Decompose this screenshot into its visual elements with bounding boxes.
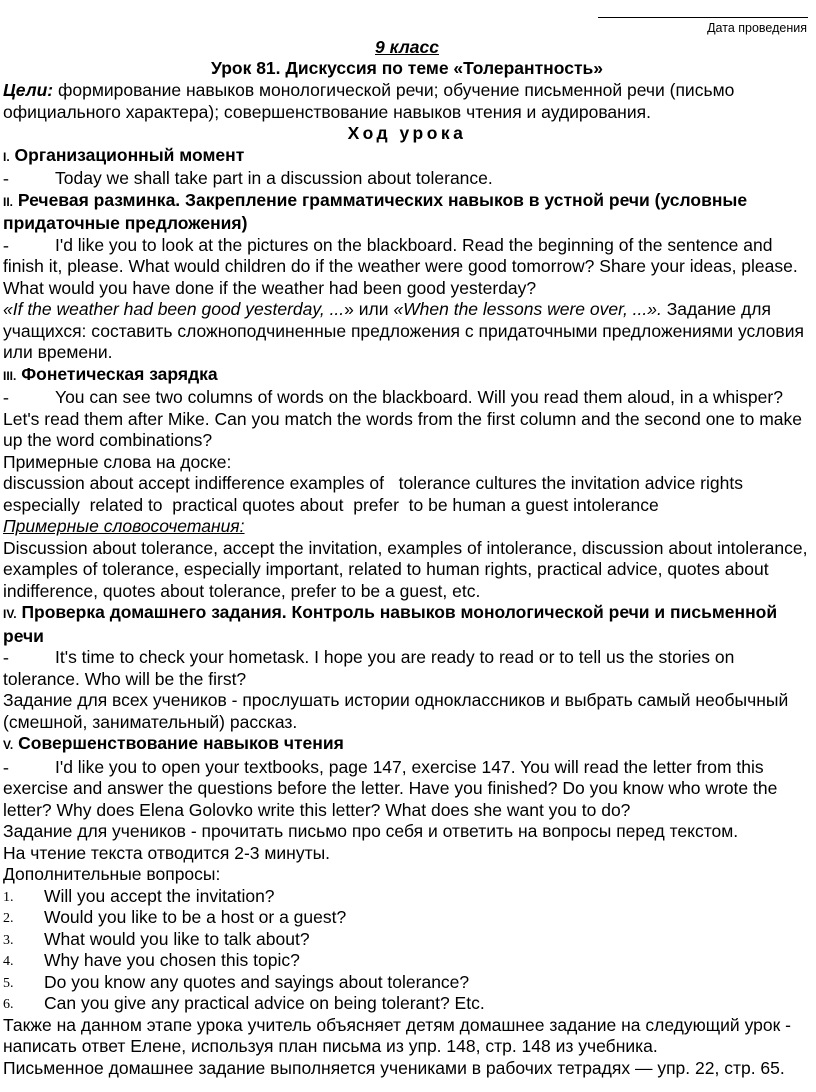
section-3-teacher-line: [3, 387, 811, 452]
section-5-title: Совершенствование навыков чтения: [13, 733, 344, 753]
section-4-line: It's time to check your hometask. I hope you are ready to read or to tell us the stories on tolerance. Who will be the first?: [3, 647, 735, 689]
section-4-numeral: IV.: [3, 607, 17, 621]
section-2-teacher-line: [3, 235, 811, 300]
example-2: «When the lessons were over, ...».: [393, 299, 662, 319]
date-line: [598, 17, 808, 18]
section-5-time: На чтение текста отводится 2-3 минуты.: [3, 842, 331, 863]
section-5-numeral: V.: [3, 738, 14, 752]
words-label: Примерные слова на доске:: [3, 451, 232, 472]
words-line-2: especially related to practical quotes about prefer to be human a guest intolerance: [3, 494, 659, 515]
section-4-heading: [3, 602, 811, 647]
section-2-task: Задание для учащихся: составить сложноподчиненные предложения с придаточными предложениями условия или времени.: [3, 299, 804, 362]
grade-heading: 9 класс: [375, 37, 439, 57]
combos-label: Примерные словосочетания:: [3, 516, 245, 536]
section-4-teacher-line: [3, 647, 811, 690]
question-number: 1.: [3, 889, 14, 905]
section-3-heading: [3, 364, 811, 388]
section-1-title: Организационный момент: [9, 144, 245, 165]
question-item: [3, 929, 811, 951]
goals-paragraph: [3, 80, 811, 123]
section-2-heading: [3, 190, 811, 235]
section-3-title: Фонетическая зарядка: [16, 363, 218, 384]
closing-paragraph-2: Письменное домашнее задание выполняется учениками в рабочих тетрадях — упр. 22, стр. 65.: [3, 1057, 785, 1078]
closing-paragraph-1: Также на данном этапе урока учитель объясняет детям домашнее задание на следующий урок - написать ответ Елене, используя план письма из упр. 148, стр. 148 из учебника.: [3, 1014, 791, 1056]
section-2-numeral: II.: [3, 194, 14, 209]
lesson-title: Урок 81. Дискуссия по теме «Толерантность»: [210, 58, 604, 78]
question-text: Why have you chosen this topic?: [44, 950, 300, 970]
section-5-teacher-line: [3, 757, 811, 822]
section-5-line: I'd like you to open your textbooks, page 147, exercise 147. You will read the letter from this exercise and answer the questions before the letter. Have you finished? Do you know who wrote the letter? Why does Elena Golovko write this letter? What does she want you to do?: [3, 756, 778, 820]
section-5-heading: [3, 733, 811, 757]
section-3-numeral: III.: [3, 368, 17, 383]
section-1-line: Today we shall take part in a discussion about tolerance.: [55, 168, 493, 188]
question-number: 6.: [3, 997, 14, 1012]
dash-marker: -: [3, 234, 9, 255]
example-1-close: »: [344, 299, 354, 319]
question-item: [3, 886, 811, 908]
date-label: Дата проведения: [707, 21, 807, 35]
question-number: 3.: [3, 932, 14, 948]
question-text: Would you like to be a host or a guest?: [44, 907, 347, 927]
extra-questions-label: Дополнительные вопросы:: [3, 864, 221, 884]
dash-marker: -: [3, 756, 9, 777]
question-item: [3, 993, 811, 1015]
question-item: [3, 950, 811, 972]
question-text: Will you accept the invitation?: [44, 885, 275, 906]
dash-marker: -: [3, 647, 9, 667]
question-item: [3, 907, 811, 929]
or-word: или: [353, 299, 394, 319]
dash-marker: -: [3, 168, 9, 188]
words-line-1: discussion about accept indifference examples of tolerance cultures the invitation advice rights: [3, 473, 743, 493]
question-item: [3, 972, 811, 994]
question-text: What would you like to talk about?: [44, 928, 310, 949]
example-1: «If the weather had been good yesterday, ...: [3, 299, 345, 319]
section-2-title: Речевая разминка. Закрепление грамматических навыков в устной речи (условные придаточные предложения): [3, 189, 748, 233]
section-5-task: Задание для учеников - прочитать письмо про себя и ответить на вопросы перед текстом.: [3, 821, 739, 841]
section-4-task: Задание для всех учеников - прослушать истории одноклассников и выбрать самый необычный (смешной, занимательный) рассказ.: [3, 690, 789, 732]
question-text: Can you give any practical advice on being tolerant? Etc.: [44, 993, 485, 1013]
question-number: 4.: [3, 954, 14, 969]
goals-label: Цели:: [3, 80, 54, 100]
dash-marker: -: [3, 387, 9, 407]
question-text: Do you know any quotes and sayings about tolerance?: [44, 971, 470, 992]
question-number: 5.: [3, 975, 14, 991]
section-1-heading: [3, 145, 811, 169]
goals-text: формирование навыков монологической речи; обучение письменной речи (письмо официального характера); совершенствование навыков чтения и аудирования.: [3, 80, 735, 122]
course-heading: Ход урока: [347, 123, 467, 143]
combos-text: Discussion about tolerance, accept the invitation, examples of intolerance, discussion about intolerance, examples of tolerance, especially important, related to human rights, practical advice, quotes about indifference, quotes about tolerance, prefer to be a guest, etc.: [3, 537, 808, 601]
section-1-teacher-line: [3, 168, 811, 190]
question-number: 2.: [3, 911, 14, 926]
section-2-examples: [3, 299, 811, 364]
section-4-title: Проверка домашнего задания. Контроль навыков монологической речи и письменной речи: [3, 602, 778, 646]
section-1-numeral: I.: [3, 149, 10, 164]
section-3-line: You can see two columns of words on the blackboard. Will you read them aloud, in a whisper? Let's read them after Mike. Can you match the words from the first column and the second one to make up the word combinations?: [3, 387, 803, 450]
lesson-body: [3, 80, 811, 1079]
section-2-line: I'd like you to look at the pictures on the blackboard. Read the beginning of the sentence and finish it, please. What would children do if the weather were good tomorrow? Share your ideas, please. What would you have done if the weather had been good yesterday?: [3, 234, 798, 298]
